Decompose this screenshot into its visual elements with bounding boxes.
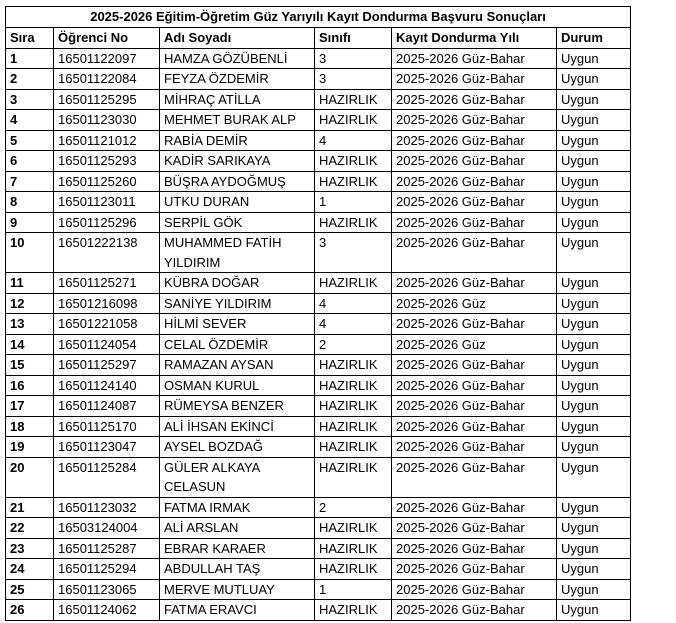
table-row	[6, 212, 631, 233]
cell-kayit-dondurma-yili: 2025-2026 Güz-Bahar	[392, 416, 557, 437]
cell-ogrenci-no: 16501125294	[54, 559, 160, 580]
cell-ogrenci-no: 16501125296	[54, 212, 160, 233]
cell-adi-soyadi: ALİ İHSAN EKİNCİ	[160, 416, 315, 437]
table-body	[6, 48, 631, 620]
cell-sinifi: HAZIRLIK	[315, 559, 392, 580]
cell-adi-soyadi: FATMA IRMAK	[160, 497, 315, 518]
cell-adi-soyadi: MUHAMMED FATİH YILDIRIM	[160, 233, 315, 273]
table-row	[6, 334, 631, 355]
cell-sinifi: 3	[315, 233, 392, 273]
cell-sira: 25	[6, 579, 54, 600]
cell-adi-soyadi: MERVE MUTLUAY	[160, 579, 315, 600]
cell-kayit-dondurma-yili: 2025-2026 Güz-Bahar	[392, 538, 557, 559]
cell-adi-soyadi: UTKU DURAN	[160, 192, 315, 213]
cell-adi-soyadi: FEYZA ÖZDEMİR	[160, 69, 315, 90]
table-row	[6, 355, 631, 376]
cell-ogrenci-no: 16501125284	[54, 457, 160, 497]
cell-adi-soyadi: BÜŞRA AYDOĞMUŞ	[160, 171, 315, 192]
table-row	[6, 497, 631, 518]
cell-adi-soyadi: GÜLER ALKAYA CELASUN	[160, 457, 315, 497]
cell-kayit-dondurma-yili: 2025-2026 Güz	[392, 293, 557, 314]
results-sheet	[5, 6, 631, 621]
header-row	[6, 28, 631, 49]
cell-sira: 8	[6, 192, 54, 213]
cell-kayit-dondurma-yili: 2025-2026 Güz-Bahar	[392, 375, 557, 396]
cell-sira: 22	[6, 518, 54, 539]
cell-kayit-dondurma-yili: 2025-2026 Güz-Bahar	[392, 171, 557, 192]
cell-durum: Uygun	[557, 171, 631, 192]
cell-adi-soyadi: MEHMET BURAK ALP	[160, 110, 315, 131]
cell-adi-soyadi: MİHRAÇ ATİLLA	[160, 89, 315, 110]
cell-sira: 5	[6, 130, 54, 151]
cell-adi-soyadi: RAMAZAN AYSAN	[160, 355, 315, 376]
cell-ogrenci-no: 16501124054	[54, 334, 160, 355]
cell-kayit-dondurma-yili: 2025-2026 Güz-Bahar	[392, 396, 557, 417]
cell-sinifi: 2	[315, 334, 392, 355]
cell-kayit-dondurma-yili: 2025-2026 Güz-Bahar	[392, 314, 557, 335]
cell-ogrenci-no: 16503124004	[54, 518, 160, 539]
cell-sira: 19	[6, 437, 54, 458]
cell-sinifi: 4	[315, 293, 392, 314]
table-row	[6, 171, 631, 192]
cell-durum: Uygun	[557, 334, 631, 355]
header-ogrenci-no: Öğrenci No	[54, 28, 160, 49]
cell-sinifi: HAZIRLIK	[315, 355, 392, 376]
cell-adi-soyadi: SERPİL GÖK	[160, 212, 315, 233]
cell-durum: Uygun	[557, 600, 631, 621]
cell-kayit-dondurma-yili: 2025-2026 Güz-Bahar	[392, 151, 557, 172]
table-row	[6, 396, 631, 417]
cell-sinifi: HAZIRLIK	[315, 437, 392, 458]
cell-adi-soyadi: ALİ ARSLAN	[160, 518, 315, 539]
cell-durum: Uygun	[557, 48, 631, 69]
table-title: 2025-2026 Eğitim-Öğretim Güz Yarıyılı Kayıt Dondurma Başvuru Sonuçları	[6, 7, 631, 28]
cell-sinifi: HAZIRLIK	[315, 518, 392, 539]
cell-sinifi: 1	[315, 579, 392, 600]
cell-sira: 4	[6, 110, 54, 131]
cell-sira: 7	[6, 171, 54, 192]
cell-sinifi: HAZIRLIK	[315, 375, 392, 396]
cell-sira: 21	[6, 497, 54, 518]
cell-sira: 12	[6, 293, 54, 314]
cell-sira: 20	[6, 457, 54, 497]
cell-sira: 11	[6, 273, 54, 294]
cell-sira: 18	[6, 416, 54, 437]
table-row	[6, 559, 631, 580]
cell-sinifi: 1	[315, 192, 392, 213]
cell-kayit-dondurma-yili: 2025-2026 Güz-Bahar	[392, 497, 557, 518]
cell-durum: Uygun	[557, 130, 631, 151]
table-row	[6, 89, 631, 110]
table-row	[6, 192, 631, 213]
cell-sira: 6	[6, 151, 54, 172]
cell-kayit-dondurma-yili: 2025-2026 Güz-Bahar	[392, 518, 557, 539]
cell-adi-soyadi: CELAL ÖZDEMİR	[160, 334, 315, 355]
cell-ogrenci-no: 16501125297	[54, 355, 160, 376]
cell-durum: Uygun	[557, 110, 631, 131]
table-row	[6, 375, 631, 396]
cell-adi-soyadi: RÜMEYSA BENZER	[160, 396, 315, 417]
cell-sira: 1	[6, 48, 54, 69]
cell-ogrenci-no: 16501123011	[54, 192, 160, 213]
cell-sinifi: HAZIRLIK	[315, 89, 392, 110]
cell-ogrenci-no: 16501123032	[54, 497, 160, 518]
cell-adi-soyadi: KADİR SARIKAYA	[160, 151, 315, 172]
cell-durum: Uygun	[557, 355, 631, 376]
cell-ogrenci-no: 16501125295	[54, 89, 160, 110]
cell-sinifi: HAZIRLIK	[315, 396, 392, 417]
cell-durum: Uygun	[557, 69, 631, 90]
cell-durum: Uygun	[557, 437, 631, 458]
table-row	[6, 457, 631, 497]
cell-kayit-dondurma-yili: 2025-2026 Güz-Bahar	[392, 233, 557, 273]
cell-sinifi: HAZIRLIK	[315, 457, 392, 497]
cell-sinifi: HAZIRLIK	[315, 171, 392, 192]
cell-sinifi: HAZIRLIK	[315, 212, 392, 233]
cell-durum: Uygun	[557, 151, 631, 172]
cell-kayit-dondurma-yili: 2025-2026 Güz-Bahar	[392, 192, 557, 213]
table-row	[6, 110, 631, 131]
cell-adi-soyadi: SANİYE YILDIRIM	[160, 293, 315, 314]
cell-sinifi: 4	[315, 314, 392, 335]
cell-durum: Uygun	[557, 416, 631, 437]
cell-ogrenci-no: 16501125170	[54, 416, 160, 437]
cell-adi-soyadi: RABİA DEMİR	[160, 130, 315, 151]
table-row	[6, 314, 631, 335]
cell-ogrenci-no: 16501125271	[54, 273, 160, 294]
table-row	[6, 233, 631, 273]
cell-sinifi: HAZIRLIK	[315, 600, 392, 621]
cell-durum: Uygun	[557, 457, 631, 497]
cell-kayit-dondurma-yili: 2025-2026 Güz-Bahar	[392, 110, 557, 131]
table-row	[6, 130, 631, 151]
cell-sira: 26	[6, 600, 54, 621]
cell-durum: Uygun	[557, 518, 631, 539]
title-row	[6, 7, 631, 28]
header-sinifi: Sınıfı	[315, 28, 392, 49]
cell-kayit-dondurma-yili: 2025-2026 Güz-Bahar	[392, 69, 557, 90]
cell-sira: 9	[6, 212, 54, 233]
cell-ogrenci-no: 16501222138	[54, 233, 160, 273]
cell-ogrenci-no: 16501123030	[54, 110, 160, 131]
cell-kayit-dondurma-yili: 2025-2026 Güz-Bahar	[392, 130, 557, 151]
cell-kayit-dondurma-yili: 2025-2026 Güz-Bahar	[392, 89, 557, 110]
cell-kayit-dondurma-yili: 2025-2026 Güz-Bahar	[392, 559, 557, 580]
cell-durum: Uygun	[557, 233, 631, 273]
cell-sira: 23	[6, 538, 54, 559]
cell-sira: 16	[6, 375, 54, 396]
cell-adi-soyadi: ABDULLAH TAŞ	[160, 559, 315, 580]
cell-adi-soyadi: KÜBRA DOĞAR	[160, 273, 315, 294]
cell-sinifi: HAZIRLIK	[315, 110, 392, 131]
table-row	[6, 69, 631, 90]
table-row	[6, 437, 631, 458]
cell-ogrenci-no: 16501124062	[54, 600, 160, 621]
cell-kayit-dondurma-yili: 2025-2026 Güz-Bahar	[392, 457, 557, 497]
cell-sira: 24	[6, 559, 54, 580]
cell-ogrenci-no: 16501221058	[54, 314, 160, 335]
cell-durum: Uygun	[557, 89, 631, 110]
cell-sinifi: HAZIRLIK	[315, 273, 392, 294]
cell-ogrenci-no: 16501216098	[54, 293, 160, 314]
table-row	[6, 293, 631, 314]
cell-durum: Uygun	[557, 192, 631, 213]
cell-adi-soyadi: OSMAN KURUL	[160, 375, 315, 396]
table-row	[6, 273, 631, 294]
cell-ogrenci-no: 16501125260	[54, 171, 160, 192]
cell-ogrenci-no: 16501122097	[54, 48, 160, 69]
cell-kayit-dondurma-yili: 2025-2026 Güz-Bahar	[392, 437, 557, 458]
results-table	[5, 6, 631, 621]
cell-sira: 14	[6, 334, 54, 355]
cell-durum: Uygun	[557, 273, 631, 294]
cell-ogrenci-no: 16501124140	[54, 375, 160, 396]
cell-ogrenci-no: 16501123047	[54, 437, 160, 458]
table-row	[6, 600, 631, 621]
header-kayit-dondurma-yili: Kayıt Dondurma Yılı	[392, 28, 557, 49]
cell-adi-soyadi: AYSEL BOZDAĞ	[160, 437, 315, 458]
cell-adi-soyadi: FATMA ERAVCI	[160, 600, 315, 621]
cell-sinifi: HAZIRLIK	[315, 151, 392, 172]
header-durum: Durum	[557, 28, 631, 49]
cell-sinifi: HAZIRLIK	[315, 416, 392, 437]
cell-sinifi: 4	[315, 130, 392, 151]
table-row	[6, 416, 631, 437]
cell-ogrenci-no: 16501125293	[54, 151, 160, 172]
cell-kayit-dondurma-yili: 2025-2026 Güz-Bahar	[392, 579, 557, 600]
cell-sira: 10	[6, 233, 54, 273]
cell-sinifi: HAZIRLIK	[315, 538, 392, 559]
cell-durum: Uygun	[557, 538, 631, 559]
cell-kayit-dondurma-yili: 2025-2026 Güz-Bahar	[392, 273, 557, 294]
table-row	[6, 579, 631, 600]
cell-durum: Uygun	[557, 293, 631, 314]
header-adi-soyadi: Adı Soyadı	[160, 28, 315, 49]
cell-sira: 15	[6, 355, 54, 376]
table-row	[6, 538, 631, 559]
table-row	[6, 48, 631, 69]
cell-kayit-dondurma-yili: 2025-2026 Güz-Bahar	[392, 600, 557, 621]
cell-durum: Uygun	[557, 212, 631, 233]
cell-ogrenci-no: 16501125287	[54, 538, 160, 559]
cell-sira: 13	[6, 314, 54, 335]
cell-kayit-dondurma-yili: 2025-2026 Güz	[392, 334, 557, 355]
cell-ogrenci-no: 16501122084	[54, 69, 160, 90]
cell-adi-soyadi: EBRAR KARAER	[160, 538, 315, 559]
cell-durum: Uygun	[557, 497, 631, 518]
cell-durum: Uygun	[557, 579, 631, 600]
cell-kayit-dondurma-yili: 2025-2026 Güz-Bahar	[392, 48, 557, 69]
cell-sinifi: 2	[315, 497, 392, 518]
cell-ogrenci-no: 16501121012	[54, 130, 160, 151]
cell-adi-soyadi: HAMZA GÖZÜBENLİ	[160, 48, 315, 69]
header-sira: Sıra	[6, 28, 54, 49]
cell-durum: Uygun	[557, 375, 631, 396]
table-row	[6, 151, 631, 172]
cell-sira: 3	[6, 89, 54, 110]
cell-ogrenci-no: 16501124087	[54, 396, 160, 417]
cell-kayit-dondurma-yili: 2025-2026 Güz-Bahar	[392, 355, 557, 376]
cell-sira: 2	[6, 69, 54, 90]
cell-kayit-dondurma-yili: 2025-2026 Güz-Bahar	[392, 212, 557, 233]
cell-ogrenci-no: 16501123065	[54, 579, 160, 600]
cell-sira: 17	[6, 396, 54, 417]
cell-sinifi: 3	[315, 48, 392, 69]
cell-durum: Uygun	[557, 314, 631, 335]
cell-sinifi: 3	[315, 69, 392, 90]
cell-durum: Uygun	[557, 396, 631, 417]
table-row	[6, 518, 631, 539]
cell-durum: Uygun	[557, 559, 631, 580]
cell-adi-soyadi: HİLMİ SEVER	[160, 314, 315, 335]
